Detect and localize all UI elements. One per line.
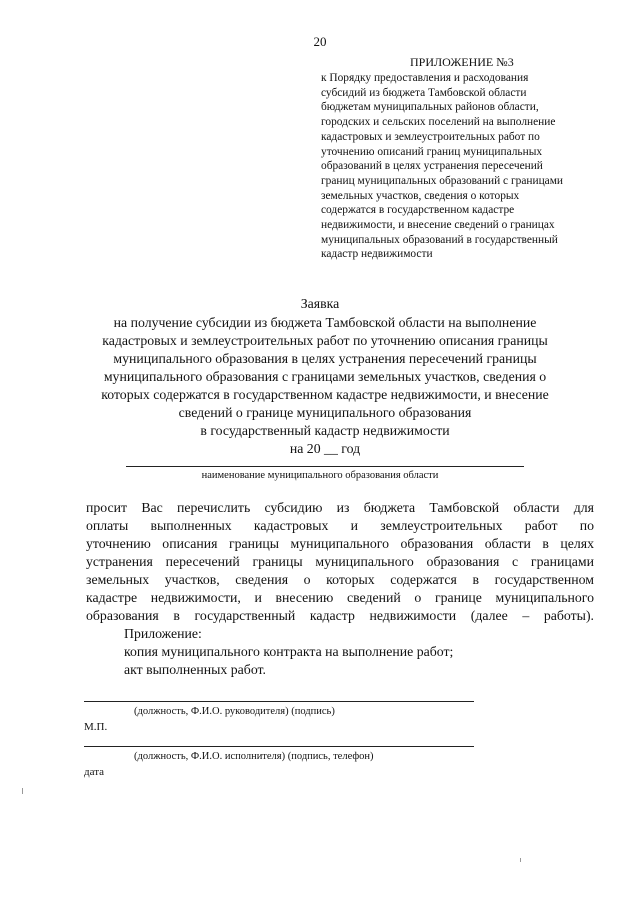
heading-line: муниципального образования с границами земельных участков, сведения о [103, 369, 547, 384]
attachment-item: копия муниципального контракта на выполнение работ; [124, 644, 454, 659]
heading-line: в государственный кадастр недвижимости [200, 423, 450, 438]
executor-signature-line [84, 746, 474, 747]
head-signature-line [84, 701, 474, 702]
appendix-line: бюджетам муниципальных районов области, [321, 101, 539, 114]
heading-line: сведений о границе муниципального образования [178, 405, 472, 420]
scan-speck [520, 858, 521, 862]
heading-line: кадастровых и землеустроительных работ по уточнению описания границы [102, 333, 548, 348]
application-heading [60, 314, 590, 458]
municipality-name-caption: наименование муниципального образования области [201, 470, 439, 481]
appendix-line: уточнению описаний границ муниципальных [321, 145, 543, 158]
body-line: уточнению описания границы муниципального образования области в целях [86, 536, 594, 551]
scan-speck [22, 788, 23, 794]
appendix-line: недвижимости, и внесение сведений о границах [321, 219, 555, 232]
appendix-title: ПРИЛОЖЕНИЕ №3 [410, 55, 514, 69]
appendix-line: образований в целях устранения пересечений [321, 160, 543, 173]
appendix-line: кадастр недвижимости [321, 248, 433, 261]
appendix-line: муниципальных образований в государственный [321, 233, 558, 246]
application-title: Заявка [300, 296, 340, 311]
appendix-description [321, 71, 611, 262]
appendix-line: содержатся в государственном кадастре [321, 204, 515, 217]
heading-line: на получение субсидии из бюджета Тамбовской области на выполнение [113, 315, 537, 330]
body-line: земельных участков, сведения о которых содержатся в государственном [86, 572, 594, 587]
appendix-line: к Порядку предоставления и расходования [321, 72, 529, 84]
appendix-line: субсидий из бюджета Тамбовской области [321, 86, 527, 99]
body-line: образования в государственный кадастр недвижимости (далее – работы). [86, 608, 594, 623]
body-line: оплаты выполненных кадастровых и землеустроительных работ по [86, 518, 594, 533]
body-line: просит Вас перечислить субсидию из бюджета Тамбовской области для [86, 500, 594, 515]
municipality-name-field-line [126, 466, 524, 467]
attachments-section [124, 625, 453, 679]
application-body [86, 499, 594, 625]
appendix-line: земельных участков, сведения о которых [321, 189, 520, 202]
body-line: устранения пересечений границы муниципального образования с границами [86, 554, 594, 569]
heading-line: которых содержатся в государственном кадастре недвижимости, и внесение [101, 387, 549, 402]
appendix-line: городских и сельских поселений на выполнение [321, 116, 556, 129]
heading-year-line: на 20 __ год [289, 441, 361, 456]
executor-signature-caption: (должность, Ф.И.О. исполнителя) (подпись, телефон) [134, 751, 374, 762]
heading-line: муниципального образования в целях устранения пересечений границы [113, 351, 537, 366]
appendix-line: границ муниципальных образований с границами [321, 174, 564, 187]
seal-label: М.П. [84, 721, 108, 733]
attachments-label: Приложение: [124, 626, 202, 641]
appendix-line: кадастровых и землеустроительных работ по [321, 130, 540, 143]
head-signature-caption: (должность, Ф.И.О. руководителя) (подпись) [134, 706, 335, 717]
date-label: дата [84, 766, 105, 778]
page-number: 20 [313, 34, 327, 49]
attachment-item: акт выполненных работ. [124, 662, 266, 677]
body-line: кадастре недвижимости, и внесению сведений о границе муниципального [86, 590, 594, 605]
